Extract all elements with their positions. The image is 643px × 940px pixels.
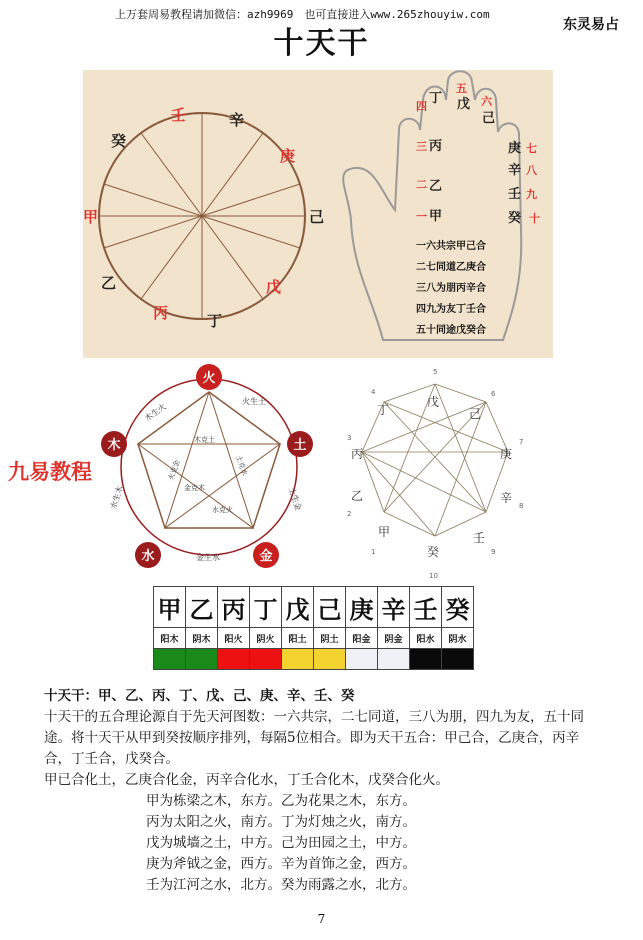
star-number: 2 xyxy=(347,510,352,518)
color-swatch xyxy=(346,649,378,670)
wheel-label: 戊 xyxy=(266,278,282,296)
stem-cell: 丁 xyxy=(250,587,282,628)
element-label: 土 xyxy=(293,438,307,453)
yinyang-cell: 阳火 xyxy=(218,628,250,649)
stem-description: 丙为太阳之火，南方。丁为灯烛之火，南方。 xyxy=(146,814,416,830)
star-stem: 乙 xyxy=(351,489,364,503)
color-swatch xyxy=(378,649,410,670)
hand-rule: 一六共宗甲己合 xyxy=(416,241,486,252)
stem-cell: 己 xyxy=(314,587,346,628)
watermark-text: 九易教程 xyxy=(8,460,92,484)
hand-stem: 壬 xyxy=(508,187,522,202)
stem-cell: 壬 xyxy=(410,587,442,628)
hand-stem: 戊 xyxy=(457,97,471,112)
color-swatch xyxy=(410,649,442,670)
control-label: 金克木 xyxy=(184,484,205,492)
stem-cell: 辛 xyxy=(378,587,410,628)
yinyang-cell: 阳水 xyxy=(410,628,442,649)
wheel-label: 辛 xyxy=(229,111,245,129)
cycle-label: 金生水 xyxy=(196,553,220,562)
star-stem: 癸 xyxy=(427,545,440,559)
cycle-label: 火生土 xyxy=(242,397,266,406)
hand-num: 九 xyxy=(526,188,537,201)
hand-num: 十 xyxy=(529,212,540,225)
hand-num: 六 xyxy=(481,95,492,108)
star-stem: 辛 xyxy=(500,491,513,505)
star-number: 10 xyxy=(429,572,438,580)
control-label: 土克水 xyxy=(234,454,249,477)
hand-num: 五 xyxy=(456,82,467,95)
color-swatch xyxy=(154,649,186,670)
hand-num: 一 xyxy=(416,210,427,223)
paragraph: 十天干的五合理论源自于先天河图数：一六共宗，二七同道，三八为朋，四九为友，五十同途。将十天干从甲到癸按顺序排列，每隔5位相合。即为天干五合：甲己合，乙庚合，丙辛合，丁壬合，戊癸合。 xyxy=(44,709,584,767)
stem-description: 戊为城墙之土，中方。己为田园之土，中方。 xyxy=(146,835,416,851)
hand-num: 七 xyxy=(526,142,537,155)
stem-cell: 甲 xyxy=(154,587,186,628)
section-heading: 十天干：甲、乙、丙、丁、戊、己、庚、辛、壬、癸 xyxy=(44,688,355,704)
wheel-label: 癸 xyxy=(111,132,127,150)
stems-illustration-panel xyxy=(83,70,553,358)
cycle-label: 水生木 xyxy=(108,484,125,511)
star-number: 3 xyxy=(347,434,352,442)
color-swatch xyxy=(250,649,282,670)
stem-description: 壬为江河之水，北方。癸为雨露之水，北方。 xyxy=(146,877,416,893)
color-swatch xyxy=(186,649,218,670)
stem-cell: 癸 xyxy=(442,587,474,628)
star-number: 6 xyxy=(491,390,496,398)
stem-cell: 丙 xyxy=(218,587,250,628)
star-stem: 甲 xyxy=(378,525,391,539)
yinyang-cell: 阴金 xyxy=(378,628,410,649)
hand-rules-list xyxy=(416,236,486,341)
star-stem: 丙 xyxy=(351,447,364,461)
yinyang-cell: 阴火 xyxy=(250,628,282,649)
stem-cell: 戊 xyxy=(282,587,314,628)
brand-label: 东灵易占 xyxy=(563,17,619,33)
cycle-label: 土生金 xyxy=(286,486,303,512)
stem-cell: 庚 xyxy=(346,587,378,628)
element-label: 木 xyxy=(107,438,121,453)
wheel-label: 庚 xyxy=(280,147,296,165)
hand-rule: 四九为友丁壬合 xyxy=(416,304,486,315)
hand-stem: 辛 xyxy=(508,163,522,178)
cycle-label: 木生火 xyxy=(143,401,168,424)
stem-description: 庚为斧钺之金，西方。辛为首饰之金，西方。 xyxy=(146,856,416,872)
star-number: 8 xyxy=(519,502,524,510)
element-label: 金 xyxy=(259,549,273,564)
element-label: 水 xyxy=(141,549,155,564)
hand-stem: 丙 xyxy=(429,139,443,154)
star-stem: 壬 xyxy=(473,531,486,545)
star-stem: 丁 xyxy=(377,403,390,417)
star-stem: 庚 xyxy=(500,447,513,461)
yinyang-cell: 阴木 xyxy=(186,628,218,649)
hand-num: 二 xyxy=(416,178,427,191)
star-number: 9 xyxy=(491,548,496,556)
yinyang-cell: 阳木 xyxy=(154,628,186,649)
hand-stem: 丁 xyxy=(429,91,443,106)
body-text xyxy=(44,686,604,896)
stem-cell: 乙 xyxy=(186,587,218,628)
paragraph: 甲已合化土，乙庚合化金，丙辛合化水，丁壬合化木，戊癸合化火。 xyxy=(44,772,449,788)
yinyang-cell: 阴水 xyxy=(442,628,474,649)
stem-description: 甲为栋梁之木，东方。乙为花果之木，东方。 xyxy=(146,793,416,809)
hand-rule: 二七同道乙庚合 xyxy=(416,262,486,273)
wuxing-cycle-diagram xyxy=(92,362,332,572)
color-swatch xyxy=(314,649,346,670)
wheel-label: 丁 xyxy=(207,312,223,330)
star-number: 4 xyxy=(371,388,376,396)
star-number: 5 xyxy=(433,368,438,376)
star-stem: 己 xyxy=(469,407,482,421)
hand-stem: 甲 xyxy=(429,209,443,224)
hand-stem: 癸 xyxy=(508,211,522,226)
wheel-label: 乙 xyxy=(101,274,117,292)
hand-num: 八 xyxy=(526,164,537,177)
wheel-label: 甲 xyxy=(83,208,99,226)
header-note: 上万套周易教程请加微信：azh9969 也可直接进入www.265zhouyiw.com xyxy=(115,8,490,21)
stems-table xyxy=(153,586,474,670)
hand-stem: 庚 xyxy=(508,141,522,156)
hand-stem: 己 xyxy=(482,111,496,126)
control-label: 火克金 xyxy=(166,458,182,482)
yinyang-cell: 阳土 xyxy=(282,628,314,649)
control-label: 水克火 xyxy=(212,506,233,514)
page-number: 7 xyxy=(317,912,326,926)
color-swatch xyxy=(218,649,250,670)
stems-star-diagram xyxy=(345,366,525,581)
element-label: 火 xyxy=(202,371,216,386)
hand-rule: 五十同途戊癸合 xyxy=(416,325,486,336)
color-swatch xyxy=(282,649,314,670)
star-number: 1 xyxy=(371,548,376,556)
star-number: 7 xyxy=(519,438,524,446)
wheel-label: 壬 xyxy=(171,106,187,124)
yinyang-cell: 阴土 xyxy=(314,628,346,649)
star-stem: 戊 xyxy=(427,395,440,409)
hand-rule: 三八为朋丙辛合 xyxy=(416,283,486,294)
yinyang-cell: 阳金 xyxy=(346,628,378,649)
wheel-label: 丙 xyxy=(153,304,169,322)
hand-stem: 乙 xyxy=(429,179,443,194)
control-label: 木克土 xyxy=(194,436,215,444)
hand-num: 四 xyxy=(416,100,427,113)
wheel-label: 己 xyxy=(309,208,325,226)
color-swatch xyxy=(442,649,474,670)
hand-num: 三 xyxy=(416,140,427,153)
page-title: 十天干 xyxy=(273,26,370,61)
